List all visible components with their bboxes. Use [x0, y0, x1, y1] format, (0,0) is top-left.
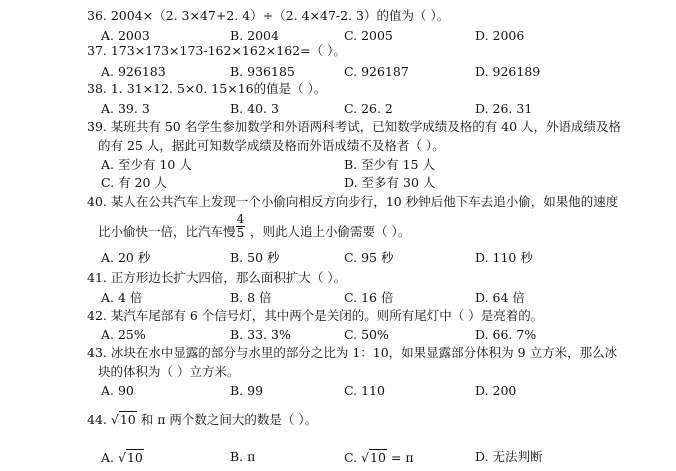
q41-option-b[interactable]: B. 8 倍: [230, 290, 272, 305]
q42-option-d[interactable]: D. 66. 7%: [475, 327, 537, 342]
question-44-suffix: 两个数之间大的数是（ ）。: [165, 412, 318, 427]
question-44-number: 44.: [87, 412, 111, 427]
q44-option-a[interactable]: [101, 449, 144, 466]
q36-option-b[interactable]: B. 2004: [230, 28, 279, 43]
question-44-middle: 和: [136, 412, 158, 427]
q38-option-d[interactable]: D. 26. 31: [475, 101, 533, 116]
sqrt-radicand: 10: [119, 412, 136, 427]
q42-option-a[interactable]: A. 25%: [101, 327, 146, 342]
q36-option-d[interactable]: D. 2006: [475, 28, 525, 43]
q44-option-c-label: C.: [344, 450, 362, 465]
sqrt-icon: √: [117, 450, 126, 465]
q40-option-a[interactable]: A. 20 秒: [101, 250, 151, 265]
q39-option-c[interactable]: C. 有 20 人: [101, 175, 167, 190]
question-41-stem: 41. 正方形边长扩大四倍，那么面积扩大（ ）。: [87, 270, 347, 285]
q42-option-b[interactable]: B. 33. 3%: [230, 327, 291, 342]
q39-option-d[interactable]: D. 至多有 30 人: [344, 175, 436, 190]
q42-option-c[interactable]: C. 50%: [344, 327, 389, 342]
q41-option-a[interactable]: A. 4 倍: [101, 290, 143, 305]
question-40-line-1: 40. 某人在公共汽车上发现一个小偷向相反方向步行，10 秒钟后他下车去追小偷，如果他的速度: [87, 194, 619, 209]
question-39-line-1: 39. 某班共有 50 名学生参加数学和外语两科考试，已知数学成绩及格的有 40 人，外语成绩及格: [87, 119, 622, 134]
question-42-stem: 42. 某汽车尾部有 6 个信号灯，其中两个是关闭的。则所有尾灯中（ ）是亮着的。: [87, 308, 544, 323]
q44-option-c[interactable]: [344, 449, 414, 466]
q38-option-c[interactable]: C. 26. 2: [344, 101, 393, 116]
q39-option-b[interactable]: B. 至少有 15 人: [344, 157, 435, 172]
q44-option-a-label: A.: [101, 450, 118, 465]
sqrt-icon: √: [110, 412, 119, 427]
question-43-line-1: 43. 冰块在水中显露的部分与水里的部分之比为 1：10，如果显露部分体积为 9 立方米，那么冰: [87, 345, 618, 360]
q41-option-c[interactable]: C. 16 倍: [344, 290, 394, 305]
q40-option-b[interactable]: B. 50 秒: [230, 250, 280, 265]
q44-option-d[interactable]: D. 无法判断: [475, 449, 543, 464]
q38-option-a[interactable]: A. 39. 3: [101, 101, 150, 116]
q43-option-c[interactable]: C. 110: [344, 383, 385, 398]
q38-option-b[interactable]: B. 40. 3: [230, 101, 279, 116]
q37-option-c[interactable]: C. 926187: [344, 64, 409, 79]
q36-option-c[interactable]: C. 2005: [344, 28, 393, 43]
q37-option-b[interactable]: B. 936185: [230, 64, 295, 79]
q43-option-b[interactable]: B. 99: [230, 383, 264, 398]
q44-option-b[interactable]: B. π: [230, 449, 256, 464]
sqrt-icon: √: [361, 450, 370, 465]
q43-option-a[interactable]: A. 90: [101, 383, 134, 398]
question-38-stem: 38. 1. 31×12. 5×0. 15×16的值是（ ）。: [87, 81, 327, 96]
pi-symbol: π: [157, 412, 166, 427]
q37-option-a[interactable]: A. 926183: [101, 64, 166, 79]
q40-option-d[interactable]: D. 110 秒: [475, 250, 533, 265]
q41-option-d[interactable]: D. 64 倍: [475, 290, 525, 305]
question-40-line-2b: ，则此人追上小偷需要（ ）。: [250, 224, 411, 239]
fraction-numerator: 4: [236, 212, 245, 226]
question-40-line-2a: 比小偷快一倍，比汽车慢: [98, 224, 236, 239]
question-36-stem: 36. 2004×（2. 3×47+2. 4）÷（2. 4×47-2. 3）的值为（ ）。: [87, 8, 450, 23]
question-37-stem: 37. 173×173×173-162×162×162=（ ）。: [87, 43, 346, 58]
q36-option-a[interactable]: A. 2003: [101, 28, 150, 43]
question-44-stem: [87, 411, 317, 428]
question-43-line-2: 块的体积为（ ）立方米。: [98, 364, 240, 379]
q40-option-c[interactable]: C. 95 秒: [344, 250, 394, 265]
q39-option-a[interactable]: A. 至少有 10 人: [101, 157, 192, 172]
fraction-four-fifths: [236, 213, 245, 240]
q43-option-d[interactable]: D. 200: [475, 383, 517, 398]
fraction-denominator: 5: [236, 226, 245, 240]
q37-option-d[interactable]: D. 926189: [475, 64, 541, 79]
q44-option-c-tail: = π: [386, 450, 414, 465]
q44-option-c-radicand: 10: [370, 450, 386, 465]
q44-option-a-radicand: 10: [126, 450, 143, 465]
question-39-line-2: 的有 25 人，据此可知数学成绩及格而外语成绩不及格者（ ）。: [98, 138, 445, 153]
